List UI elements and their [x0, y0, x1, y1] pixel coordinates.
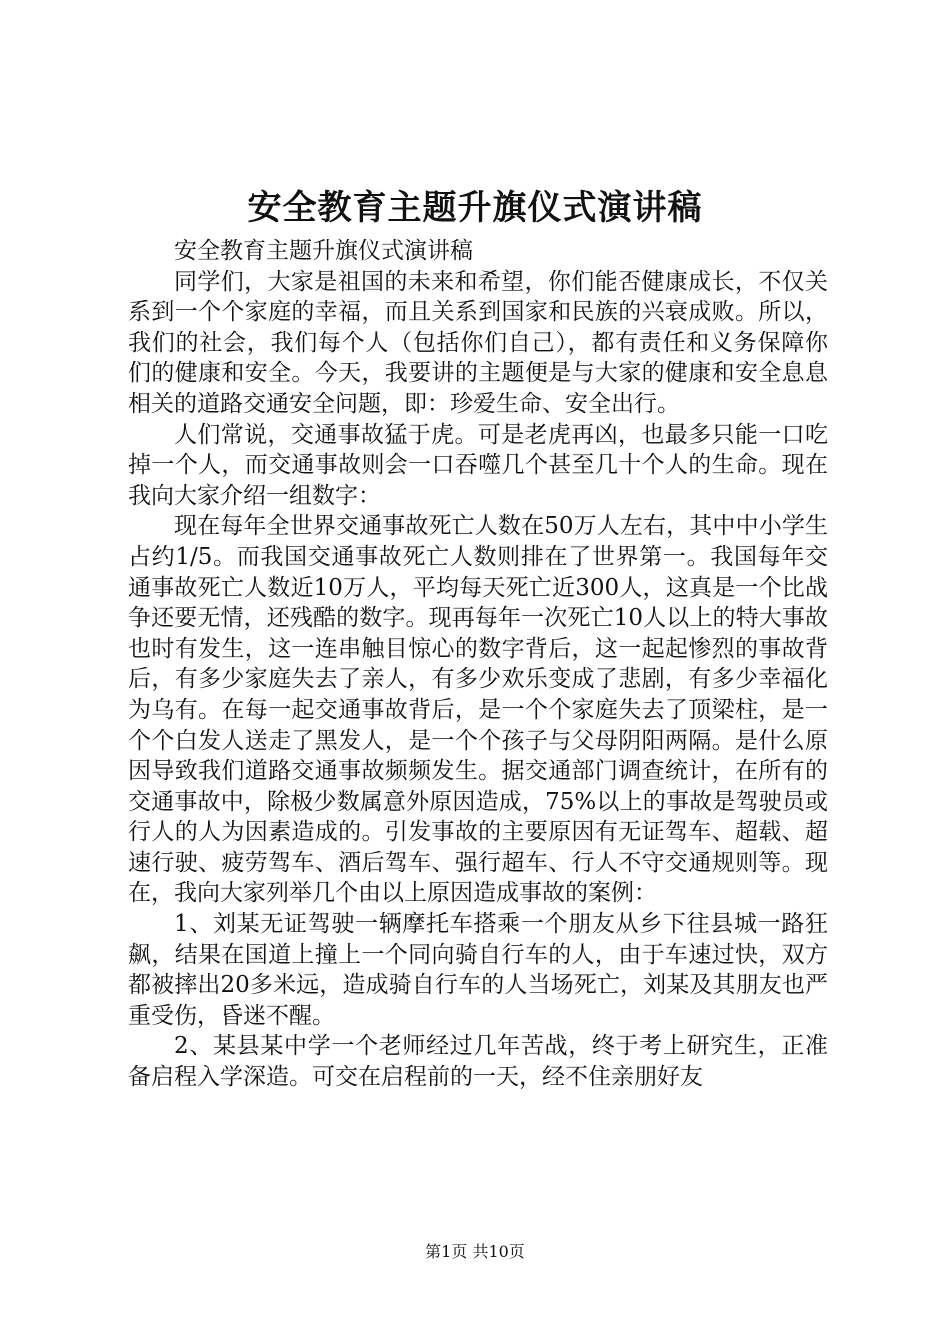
- document-body: [128, 236, 828, 1093]
- paragraph-subtitle: 安全教育主题升旗仪式演讲稿: [174, 238, 473, 264]
- paragraph-intro: 同学们，大家是祖国的未来和希望，你们能否健康成长，不仅关系到一个个家庭的幸福，而且关系到国家和民族的兴衰成败。所以，我们的社会，我们每个人（包括你们自己），都有责任和义务保障你们的健康和安全。今天，我要讲的主题便是与大家的健康和安全息息相关的道路交通安全问题，即：珍爱生命、安全出行。: [128, 268, 828, 417]
- paragraph-statistics: 现在每年全世界交通事故死亡人数在50万人左右，其中中小学生占约1/5。而我国交通事故死亡人数则排在了世界第一。我国每年交通事故死亡人数近10万人，平均每天死亡近300人，这真是一个比战争还要无情，还残酷的数字。现再每年一次死亡10人以上的特大事故也时有发生，这一连串触目惊心的数字背后，这一起起惨烈的事故背后，有多少家庭失去了亲人，有多少欢乐变成了悲剧，有多少幸福化为乌有。在每一起交通事故背后，是一个个家庭失去了顶梁柱，是一个个白发人送走了黑发人，是一个个孩子与父母阴阳两隔。是什么原因导致我们道路交通事故频频发生。据交通部门调查统计，在所有的交通事故中，除极少数属意外原因造成，75%以上的事故是驾驶员或行人的人为因素造成的。引发事故的主要原因有无证驾车、超载、超速行驶、疲劳驾车、酒后驾车、强行超车、行人不守交通规则等。现在，我向大家列举几个由以上原因造成事故的案例：: [128, 513, 828, 907]
- paragraph-case-2: 2、某县某中学一个老师经过几年苦战，终于考上研究生，正准备启程入学深造。可交在启程前的一天，经不住亲朋好友: [128, 1033, 828, 1091]
- page-number-footer: 第1页 共10页: [425, 1242, 525, 1261]
- paragraph-tiger: 人们常说，交通事故猛于虎。可是老虎再凶，也最多只能一口吃掉一个人，而交通事故则会一口吞噬几个甚至几十个人的生命。现在我向大家介绍一组数字：: [128, 421, 828, 509]
- document-title: 安全教育主题升旗仪式演讲稿: [247, 188, 703, 228]
- paragraph-case-1: 1、刘某无证驾驶一辆摩托车搭乘一个朋友从乡下往县城一路狂飙，结果在国道上撞上一个同向骑自行车的人，由于车速过快，双方都被摔出20多米远，造成骑自行车的人当场死亡，刘某及其朋友也严重受伤，昏迷不醒。: [128, 911, 828, 1029]
